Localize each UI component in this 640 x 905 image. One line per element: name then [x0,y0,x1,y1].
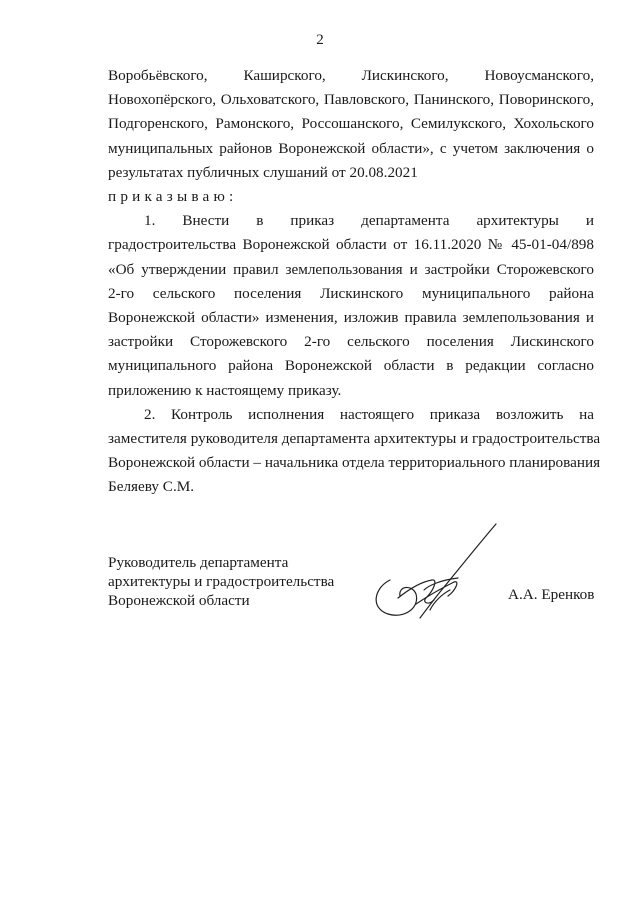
item-1-line: застройки Сторожевского 2-го сельского поселения Лискинского [108,333,594,351]
document-body [108,64,601,500]
item-1-line: «Об утверждении правил землепользования и застройки Сторожевского [108,260,594,278]
item-2-line: Воронежской области – начальника отдела территориального планирования [108,454,601,472]
intro-line: Новохопёрского, Ольховатского, Павловского, Панинского, Поворинского, [108,91,594,109]
item-2-line: Беляеву С.М. [108,478,195,496]
page-number: 2 [316,32,324,48]
item-1-line: 2-го сельского поселения Лискинского муниципального района [108,284,594,302]
item-1-line: приложению к настоящему приказу. [108,381,342,399]
intro-line: результатах публичных слушаний от 20.08.2021 [108,163,418,181]
item-1 [108,209,594,403]
signatory-name: А.А. Еренков [508,586,595,603]
position-line: архитектуры и градостроительства [108,573,335,590]
item-2 [108,403,601,500]
intro-paragraph [108,64,594,185]
handwritten-signature [368,520,498,630]
position-line: Руководитель департамента [108,554,289,571]
prikazyvayu-heading: приказываю: [108,188,238,206]
signatory-position [108,553,334,610]
intro-line: муниципальных районов Воронежской области», с учетом заключения о [108,139,594,157]
item-1-line: 1. Внести в приказ департамента архитектуры и [144,212,594,230]
intro-line: Подгоренского, Рамонского, Россошанского, Семилукского, Хохольского [108,115,594,133]
item-2-line: 2. Контроль исполнения настоящего приказа возложить на [144,405,594,423]
position-line: Воронежской области [108,592,250,609]
item-2-line: заместителя руководителя департамента архитектуры и градостроительства [108,430,601,448]
item-1-line: градостроительства Воронежской области от 16.11.2020 № 45-01-04/898 [108,236,594,254]
item-1-line: муниципального района Воронежской области в редакции согласно [108,357,594,375]
intro-line: Воробьёвского, Каширского, Лискинского, Новоусманского, [108,67,594,84]
item-1-line: Воронежской области» изменения, изложив правила землепользования и [108,309,594,327]
